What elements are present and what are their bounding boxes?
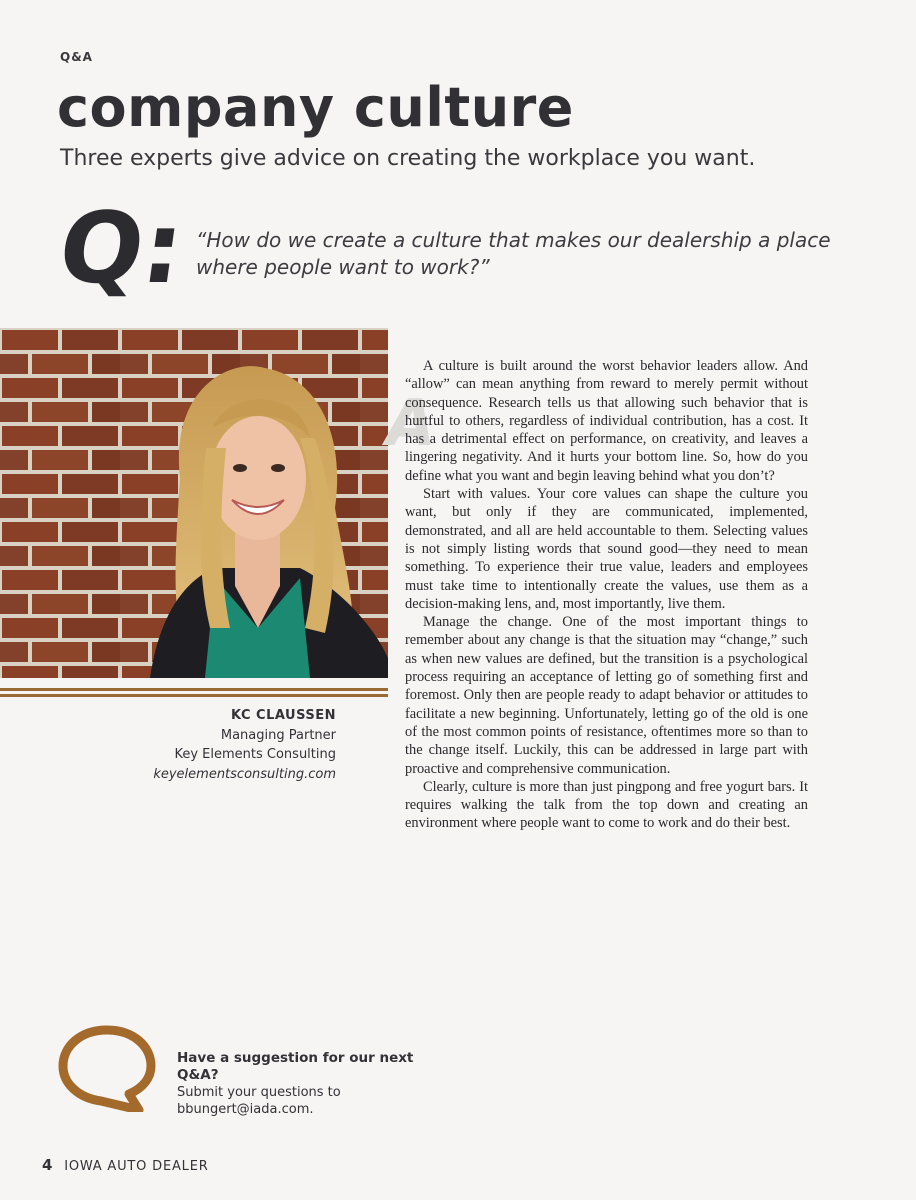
expert-company: Key Elements Consulting	[174, 747, 336, 762]
expert-website-link[interactable]: keyelementsconsulting.com	[153, 766, 336, 782]
section-tag: Q&A	[60, 50, 93, 64]
article-headline: company culture	[57, 76, 574, 139]
page-number: 4	[42, 1156, 54, 1174]
promo-heading: Have a suggestion for our next Q&A?	[177, 1050, 414, 1083]
photo-divider-rules	[0, 688, 388, 697]
speech-bubble-icon	[55, 1022, 159, 1112]
promo-email-link[interactable]: bbungert@iada.com.	[177, 1102, 314, 1117]
expert-title: Managing Partner	[220, 727, 336, 743]
expert-photo	[0, 328, 388, 678]
question-text: “How do we create a culture that makes our dealership a place where people want to work?”	[196, 228, 831, 279]
answer-paragraph: Manage the change. One of the most important things to remember about any change is that the situation may “change,” such as when new values are defined, but the transition is a psychological process requiring an acceptance of letting go of something first and foremost. Only then are people ready to adapt behavior or attitudes to facilitate a new beginning. Unfortunately, letting go of the old is one of the most common points of resistance, oftentimes more so than to the change itself. Luckily, this can be addressed in large part with proactive and comprehensive communication.	[405, 614, 808, 777]
answer-body	[405, 357, 808, 833]
answer-mark: A	[386, 387, 436, 461]
suggestion-promo	[177, 1050, 417, 1118]
portrait-image	[0, 328, 388, 678]
publication-name: IOWA AUTO DEALER	[64, 1159, 209, 1174]
answer-paragraph: Clearly, culture is more than just pingpong and free yogurt bars. It requires walking the talk from the top down and creating an environment where people want to come to work and do their best.	[405, 778, 808, 832]
question-mark-label: Q:	[51, 192, 191, 306]
expert-caption	[0, 706, 336, 784]
answer-paragraph: A culture is built around the worst behavior leaders allow. And “allow” can mean anything from reward to merely permit without consequence. Research tells us that allowing such behavior that is hurtful to others, regardless of individual contribution, has a cost. It has a detrimental effect on performance, on creativity, and leaves a lingering negativity. And it hurts your bottom line. So, how do you define what you want and begin leaving behind what you don’t?	[405, 358, 808, 484]
answer-paragraph: Start with values. Your core values can shape the culture you want, but only if they are communicated, implemented, demonstrated, and all are held accountable to them. Selecting values is not simply listing words that sound good—they need to mean something. To experience their true value, leaders and employees must take time to intentionally create the values, use them as a decision-making lens, and, most importantly, live them.	[405, 486, 808, 612]
article-subhead: Three experts give advice on creating the workplace you want.	[60, 146, 756, 171]
page-footer	[42, 1156, 209, 1174]
expert-name: KC CLAUSSEN	[231, 708, 336, 723]
promo-text: Submit your questions to	[177, 1085, 341, 1100]
